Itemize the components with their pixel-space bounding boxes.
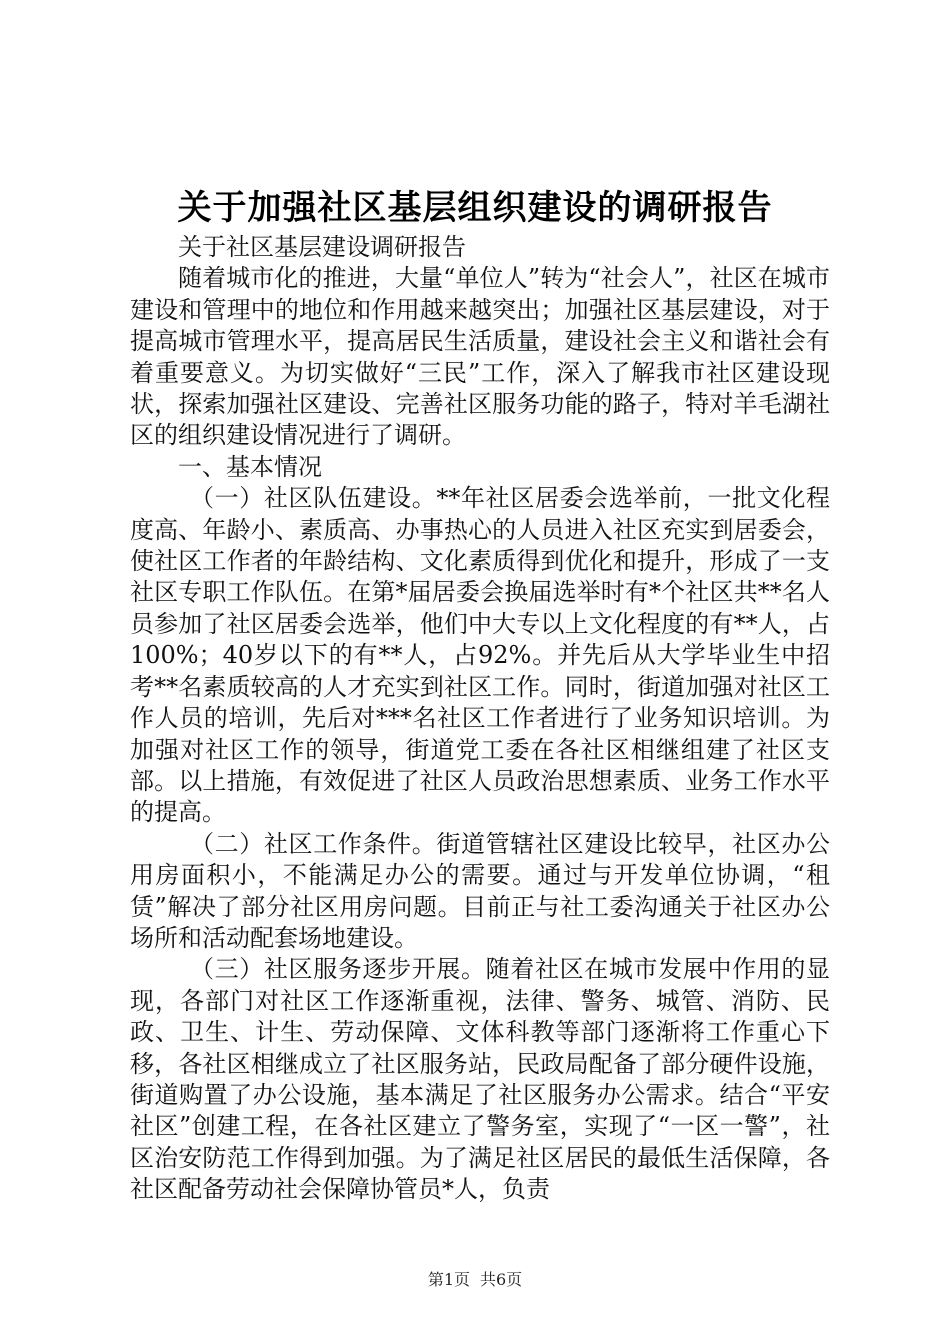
paragraph-work-conditions: （二）社区工作条件。街道管辖社区建设比较早，社区办公用房面积小，不能满足办公的需要。通过与开发单位协调，“租赁”解决了部分社区用房问题。目前正与社工委沟通关于社区办公场所和活动配套场地建设。 xyxy=(130,829,830,952)
paragraph-community-services: （三）社区服务逐步开展。随着社区在城市发展中作用的显现，各部门对社区工作逐渐重视，法律、警务、城管、消防、民政、卫生、计生、劳动保障、文体科教等部门逐渐将工作重心下移，各社区相继成立了社区服务站，民政局配备了部分硬件设施，街道购置了办公设施，基本满足了社区服务办公需求。结合“平安社区”创建工程，在各社区建立了警务室，实现了“一区一警”，社区治安防范工作得到加强。为了满足社区居民的最低生活保障，各社区配备劳动社会保障协管员*人，负责 xyxy=(130,955,830,1204)
paragraph-team-building: （一）社区队伍建设。**年社区居委会选举前，一批文化程度高、年龄小、素质高、办事热心的人员进入社区充实到居委会，使社区工作者的年龄结构、文化素质得到优化和提升，形成了一支社区专职工作队伍。在第*届居委会换届选举时有*个社区共**名人员参加了社区居委会选举，他们中大专以上文化程度的有**人，占100%；40岁以下的有**人，占92%。并先后从大学毕业生中招考**名素质较高的人才充实到社区工作。同时，街道加强对社区工作人员的培训，先后对***名社区工作者进行了业务知识培训。为加强对社区工作的领导，街道党工委在各社区相继组建了社区支部。以上措施，有效促进了社区人员政治思想素质、业务工作水平的提高。 xyxy=(130,484,830,827)
intro-paragraph: 随着城市化的推进，大量“单位人”转为“社会人”，社区在城市建设和管理中的地位和作用越来越突出；加强社区基层建设，对于提高城市管理水平，提高居民生活质量，建设社会主义和谐社会有着重要意义。为切实做好“三民”工作，深入了解我市社区建设现状，探索加强社区建设、完善社区服务功能的路子，特对羊毛湖社区的组织建设情况进行了调研。 xyxy=(130,264,830,450)
page-number: 第1页 xyxy=(427,1270,470,1289)
document-body xyxy=(130,232,830,1206)
page-footer xyxy=(0,1268,950,1292)
document-title: 关于加强社区基层组织建设的调研报告 xyxy=(177,188,773,228)
report-subtitle: 关于社区基层建设调研报告 xyxy=(178,233,466,261)
section-heading: 一、基本情况 xyxy=(178,452,322,481)
page-total: 共6页 xyxy=(480,1270,523,1289)
